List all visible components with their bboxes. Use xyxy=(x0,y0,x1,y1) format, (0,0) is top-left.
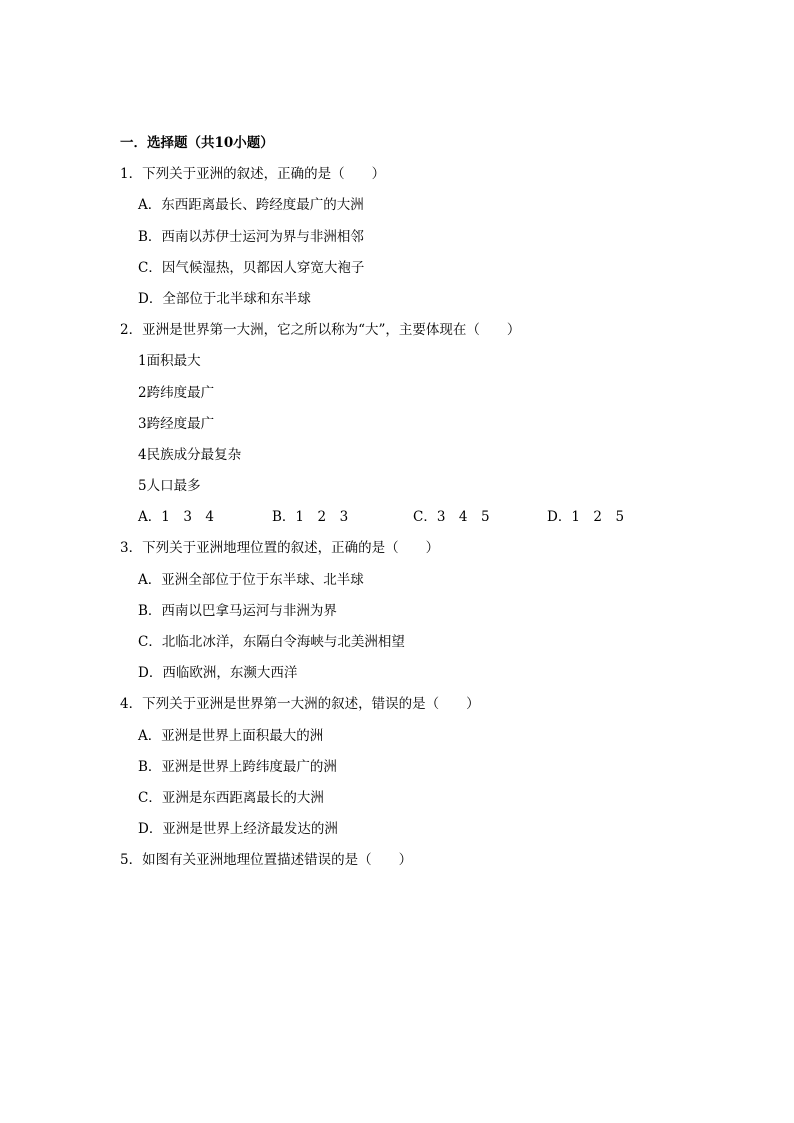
question-5-stem: 5．如图有关亚洲地理位置描述错误的是（ ） xyxy=(120,852,413,869)
question-3-stem: 3．下列关于亚洲地理位置的叙述，正确的是（ ） xyxy=(120,540,440,557)
question-1-option-d: D．全部位于北半球和东半球 xyxy=(138,290,311,307)
question-1-option-c: C．因气候湿热，贝都因人穿宽大袍子 xyxy=(138,259,365,276)
question-2-options xyxy=(120,507,680,538)
question-3-option-a: A．亚洲全部位于位于东半球、北半球 xyxy=(138,571,364,588)
question-2-item-4: 4民族成分最复杂 xyxy=(138,446,242,463)
question-4-option-b: B．亚洲是世界上跨纬度最广的洲 xyxy=(138,758,337,775)
question-4-stem: 4．下列关于亚洲是世界第一大洲的叙述，错误的是（ ） xyxy=(120,696,480,713)
question-2-option-d: D．1 2 5 xyxy=(547,509,625,526)
question-2-item-5: 5人口最多 xyxy=(138,478,201,495)
question-3-option-d: D．西临欧洲，东濒大西洋 xyxy=(138,665,298,682)
exam-content xyxy=(120,133,680,882)
question-4-option-a: A．亚洲是世界上面积最大的洲 xyxy=(138,727,324,744)
question-2-item-2: 2跨纬度最广 xyxy=(138,384,215,401)
question-1-option-a: A．东西距离最长、跨经度最广的大洲 xyxy=(138,197,364,214)
question-2-stem: 2．亚洲是世界第一大洲，它之所以称为“大”，主要体现在（ ） xyxy=(120,322,521,339)
question-4-option-c: C．亚洲是东西距离最长的大洲 xyxy=(138,789,324,806)
question-2-option-a: A．1 3 4 xyxy=(138,509,215,526)
question-2-option-c: C．3 4 5 xyxy=(413,509,490,526)
question-2-option-b: B．1 2 3 xyxy=(272,509,349,526)
question-2-item-1: 1面积最大 xyxy=(138,353,201,370)
question-2-item-3: 3跨经度最广 xyxy=(138,415,215,432)
section-title: 一．选择题（共10小题） xyxy=(120,135,274,151)
question-1-stem: 1．下列关于亚洲的叙述，正确的是（ ） xyxy=(120,166,386,183)
question-4-option-d: D．亚洲是世界上经济最发达的洲 xyxy=(138,821,338,838)
question-1-option-b: B．西南以苏伊士运河为界与非洲相邻 xyxy=(138,228,364,245)
question-3-option-b: B．西南以巴拿马运河与非洲为界 xyxy=(138,602,337,619)
question-3-option-c: C．北临北冰洋，东隔白令海峡与北美洲相望 xyxy=(138,634,405,650)
